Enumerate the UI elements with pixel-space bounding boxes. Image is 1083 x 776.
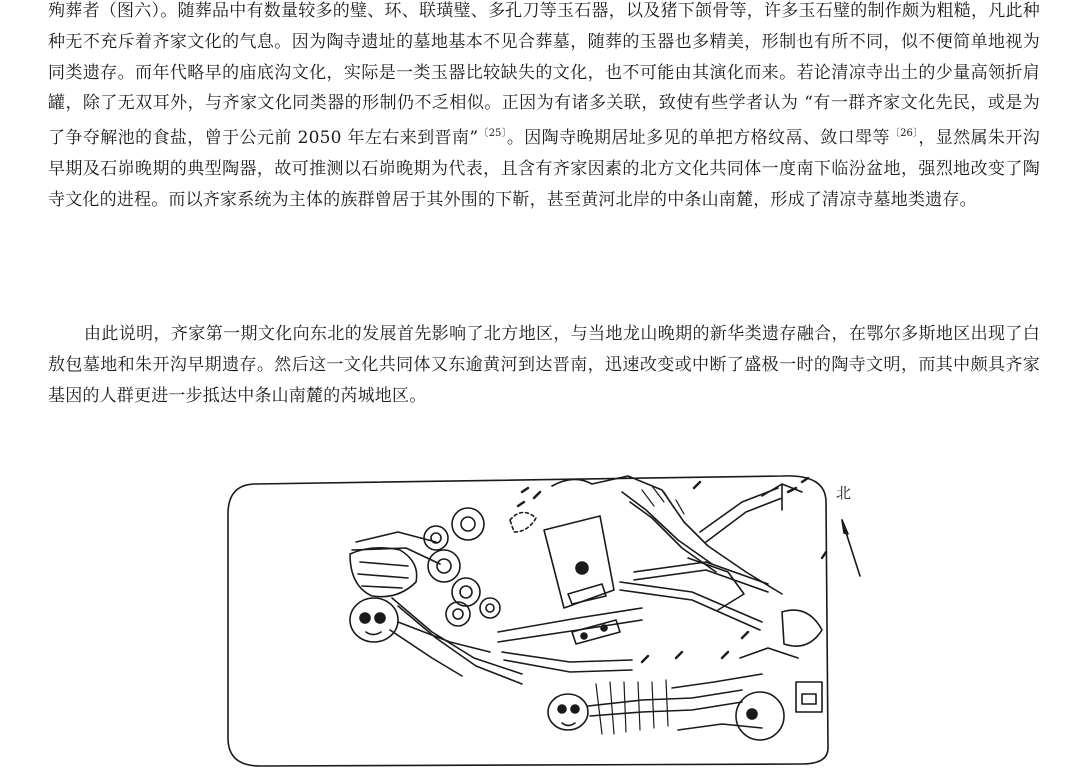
paragraph-1-text-c: ，显然属朱开沟早期及石峁晚期的典型陶器，故可推测以石峁晚期为代表，且含有齐家因素的北方文化共同体一度南下临汾盆地，强烈地改变了陶寺文化的进程。而以齐家系统为主体的族群曾居于其外围的下靳，甚至黄河北岸的中条山南麓，形成了清凉寺墓地类遗存。 xyxy=(48,128,1040,210)
north-arrow xyxy=(842,520,860,576)
jade-artifacts xyxy=(424,508,536,626)
skeleton-upper-right xyxy=(552,476,822,646)
citation-25: 〔25〕 xyxy=(478,128,507,140)
body-paragraph-1 xyxy=(48,0,1040,216)
skeleton-left xyxy=(350,532,522,684)
paragraph-1-text-a: 殉葬者（图六）。随葬品中有数量较多的璧、环、联璜璧、多孔刀等玉石器，以及猪下颌骨等，许多玉石璧的制作颇为粗糙，凡此种种无不充斥着齐家文化的气息。因为陶寺遗址的墓地基本不见合葬墓，随葬的玉器也多精美，形制也有所不同，似不便简单地视为同类遗存。而年代略早的庙底沟文化，实际是一类玉器比较缺失的文化，也不可能由其演化而来。若论清凉寺出土的少量高领折肩罐，除了无双耳外，与齐家文化同类器的形制仍不乏相似。正因为有诸多关联，致使有些学者认为 “有一群齐家文化先民，或是为了争夺解池的食盐，曾于公元前 2050 年左右来到晋南” xyxy=(48,1,1040,149)
citation-26: 〔26〕 xyxy=(889,128,919,140)
tomb-plan-figure xyxy=(222,462,870,776)
north-label: 北 xyxy=(836,484,852,502)
paragraph-1-text-b: 。因陶寺晚期居址多见的单把方格纹鬲、敛口斝等 xyxy=(506,128,890,149)
tomb-plan-drawing xyxy=(222,462,870,776)
long-bones xyxy=(498,562,768,672)
paragraph-2-text: 由此说明，齐家第一期文化向东北的发展首先影响了北方地区，与当地龙山晚期的新华类遗存融合，在鄂尔多斯地区出现了白敖包墓地和朱开沟早期遗存。然后这一文化共同体又东逾黄河到达晋南，迅速改变或中断了盛极一时的陶寺文明，而其中颇具齐家基因的人群更进一步抵达中条山南麓的芮城地区。 xyxy=(48,324,1040,406)
body-paragraph-2 xyxy=(48,319,1040,411)
